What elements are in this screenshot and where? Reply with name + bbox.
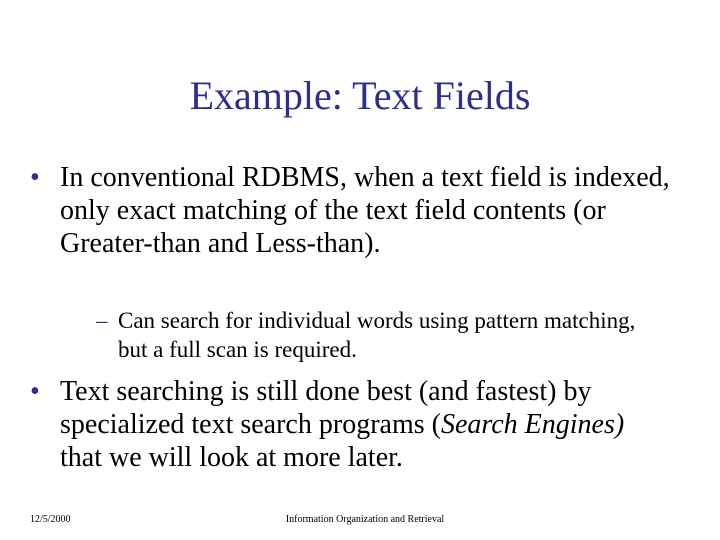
footer-center-text: Information Organization and Retrieval [285, 514, 445, 525]
footer-date: 12/5/2000 [30, 514, 71, 525]
bullet-text-emphasis: Search Engines) [440, 409, 625, 440]
sub-bullet-marker: – [96, 308, 108, 333]
bullet-text-part: In conventional RDBMS, when a text field is indexed, only exact matching of the text field contents (or Greater-than and Less-than). [60, 162, 670, 259]
bullet-marker: • [30, 376, 40, 407]
sub-bullet-text: Can search for individual words using pattern matching, but a full scan is required. [118, 308, 636, 362]
slide-title: Example: Text Fields [189, 73, 531, 118]
bullet-text [60, 161, 670, 260]
bullet-text-part: that we will look at more later. [60, 442, 403, 473]
bullet-text-part: Text searching is still done best (and fastest) by specialized text search programs ( [60, 376, 592, 440]
bullet-item [30, 375, 670, 474]
bullet-marker: • [30, 162, 40, 193]
bullet-item [30, 161, 670, 260]
bullet-text [60, 375, 670, 474]
sub-bullet-item [96, 306, 656, 364]
